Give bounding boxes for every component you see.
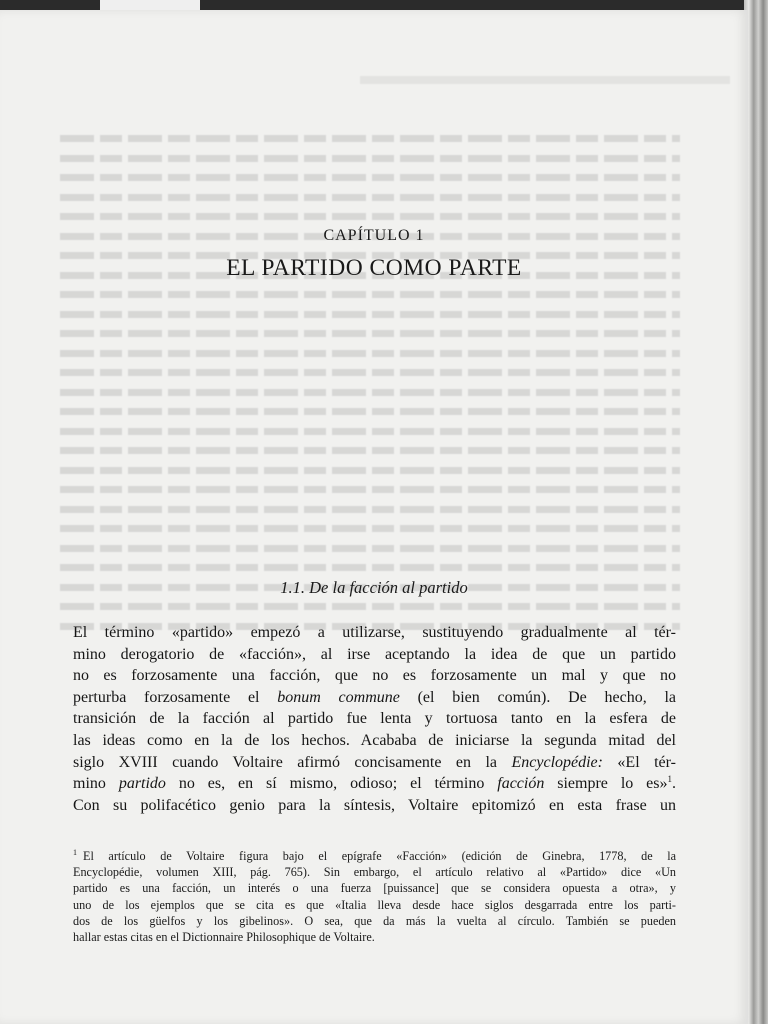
chapter-label: CAPÍTULO 1	[323, 227, 425, 244]
section-number: 1.1.	[280, 578, 306, 597]
footnote-line: dos de los güelfos y los gibelinos». O sea, que da más la vuelta al círculo. También se pueden	[73, 913, 676, 928]
section-heading	[72, 578, 676, 598]
footnote	[73, 845, 676, 945]
body-paragraph	[73, 622, 676, 816]
chapter-title: EL PARTIDO COMO PARTE	[226, 255, 522, 281]
body-line: transición de la facción al partido fue lenta y tortuosa tanto en la esfera de	[73, 710, 676, 728]
body-line: Con su polifacético genio para la síntesis, Voltaire epitomizó en esta frase un	[73, 796, 676, 814]
body-line: no es forzosamente una facción, que no es forzosamente un mal y que no	[73, 667, 676, 685]
footnote-line: partido es una facción, un interés o una fuerza [puissance] que se considera opuesta a otra», y	[73, 881, 676, 896]
book-page	[0, 10, 748, 1024]
body-line: perturba forzosamente el bonum commune (el bien común). De hecho, la	[73, 688, 676, 706]
footnote-reference: 1	[667, 774, 673, 785]
chapter-header	[72, 227, 676, 282]
footnote-line: $^1$ El artículo de Voltaire figura bajo el epígrafe «Facción» (edición de Ginebra, 1778, de la	[73, 848, 676, 863]
footnote-mark: 1	[73, 848, 77, 857]
body-line: El término «partido» empezó a utilizarse, sustituyendo gradualmente al tér-	[73, 624, 676, 641]
body-line: mino partido no es, en sí mismo, odioso; el término facción siempre lo es»$^1$.	[73, 774, 677, 793]
body-line: las ideas como en la de los hechos. Acababa de iniciarse la segunda mitad del	[73, 731, 676, 749]
bleed-through-text	[60, 70, 680, 630]
body-line: mino derogatorio de «facción», al irse aceptando la idea de que un partido	[73, 645, 676, 663]
footnote-line: Encyclopédie, volumen XIII, pág. 765). Sin embargo, el artículo relativo al «Partido» dice «Un	[73, 865, 676, 880]
body-line: siglo XVIII cuando Voltaire afirmó concisamente en la Encyclopédie: «El tér-	[73, 753, 676, 771]
section-title: De la facción al partido	[309, 578, 468, 597]
footnote-line: hallar estas citas en el Dictionnaire Philosophique de Voltaire.	[73, 930, 375, 945]
footnote-line: uno de los ejemplos que se cita es que «Italia lleva desde hace siglos desgarrada entre los parti-	[73, 897, 676, 912]
